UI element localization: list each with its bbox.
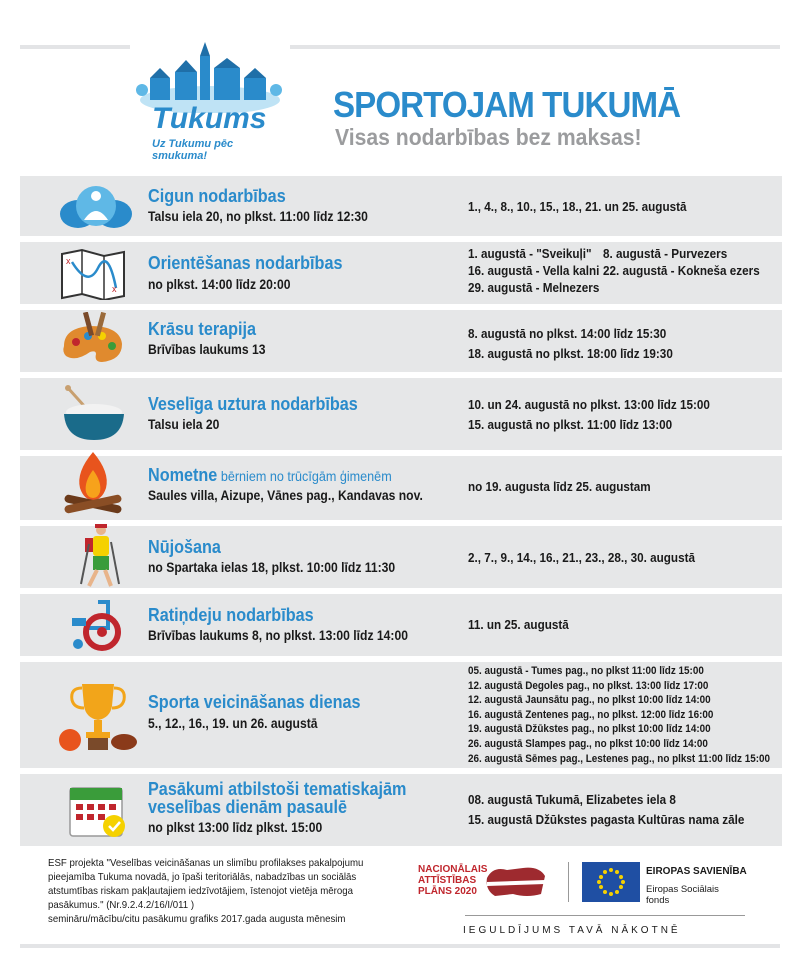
activity-dates: 1. augustā - "Sveikuļi" 8. augustā - Purvezers 16. augustā - Vella kalni 22. augustā - Kokneša ezers 29. augustā - Melnezers — [468, 246, 760, 295]
activity-location: Talsu iela 20, no plkst. 11:00 līdz 12:30 — [148, 209, 368, 224]
eu-fund-name: Eiropas Sociālais fonds — [646, 884, 719, 906]
activity-row-color-therapy — [20, 310, 782, 372]
activity-location: Saules villa, Aizupe, Vānes pag., Kandavas nov. — [148, 488, 423, 503]
nordic-walker-icon — [75, 524, 125, 590]
activity-row-health-days-events — [20, 774, 782, 846]
bottom-divider — [20, 944, 780, 948]
activity-row-cigun — [20, 176, 782, 236]
activity-name: Cigun nodarbības — [148, 186, 286, 206]
activity-row-healthy-nutrition — [20, 378, 782, 450]
activity-location: Brīvības laukums 13 — [148, 342, 266, 357]
activity-row-wheelchair-dance — [20, 594, 782, 656]
activity-location: no plkst 13:00 līdz plkst. 15:00 — [148, 820, 323, 835]
activity-name: Orientēšanas nodarbības — [148, 253, 343, 273]
activity-name: Veselīga uztura nodarbības — [148, 394, 358, 414]
svg-text:x: x — [112, 284, 117, 294]
map-icon — [58, 248, 128, 300]
logo-separator — [568, 862, 569, 902]
activity-name: Nūjošana — [148, 537, 221, 557]
activity-dates: 2., 7., 9., 14., 16., 21., 23., 28., 30. augustā — [468, 550, 695, 565]
logo-slogan: Uz Tukumu pēc smukuma! — [152, 138, 234, 162]
latvia-map-icon — [483, 864, 549, 900]
activity-name: Sporta veicināšanas dienas — [148, 692, 361, 712]
investment-slogan: IEGULDĪJUMS TAVĀ NĀKOTNĒ — [463, 925, 681, 936]
food-bowl-icon — [58, 384, 128, 444]
activity-location: no plkst. 14:00 līdz 20:00 — [148, 277, 291, 292]
campfire-icon — [58, 448, 128, 518]
meditation-icon — [58, 182, 134, 232]
page-title: SPORTOJAM TUKUMĀ — [333, 84, 681, 125]
tukums-logo — [130, 38, 290, 162]
activity-dates: 8. augustā no plkst. 14:00 līdz 15:30 18. augustā no plkst. 18:00 līdz 19:30 — [468, 326, 673, 361]
paint-palette-icon — [58, 312, 128, 370]
activity-location: no Spartaka ielas 18, plkst. 10:00 līdz 11:30 — [148, 560, 396, 575]
activity-dates: 1., 4., 8., 10., 15., 18., 21. un 25. augustā — [468, 199, 687, 214]
activity-row-camp — [20, 456, 782, 520]
activity-dates: 08. augustā Tukumā, Elizabetes iela 8 15. augustā Džūkstes pagasta Kultūras nama zāle — [468, 792, 745, 827]
page-subtitle: Visas nodarbības bez maksas! — [335, 124, 642, 150]
activity-dates: 05. augustā - Tumes pag., no plkst 11:00 līdz 15:00 12. augustā Degoles pag., no plkst. 13:00 līdz 17:00 12. augustā Jaunsātu pag., no plkst 10:00 līdz 14:00 16. augustā Zentenes pag., no plkst. 12:00 līdz 16:00 19. augustā Džūkstes pag., no plkst 10:00 līdz 14:00 26. augustā Slampes pag., no plkst 10:00 līdz 14:00 26. augustā Sēmes pag., Lestenes pag., no plkst 11:00 līdz 15:00 — [468, 665, 771, 765]
activity-dates: no 19. augusta līdz 25. augustam — [468, 479, 651, 494]
activity-dates: 10. un 24. augustā no plkst. 13:00 līdz 15:00 15. augustā no plkst. 11:00 līdz 13:00 — [468, 397, 710, 432]
activity-dates: 11. un 25. augustā — [468, 617, 569, 632]
activity-row-sport-promotion-days — [20, 662, 782, 768]
trophy-balls-icon — [58, 678, 138, 752]
activity-name: Krāsu terapija — [148, 319, 257, 339]
activity-location: Brīvības laukums 8, no plkst. 13:00 līdz 14:00 — [148, 628, 408, 643]
eu-title: EIROPAS SAVIENĪBA — [646, 866, 747, 877]
activity-row-nordic-walking — [20, 526, 782, 588]
logo-wordmark: Tukums — [152, 102, 267, 135]
nap2020-logo-text: NACIONĀLAIS ATTĪSTĪBAS PLĀNS 2020 — [418, 864, 488, 897]
project-footnote: ESF projekta "Veselības veicināšanas un slimību profilakses pakalpojumu pieejamība Tukuma novadā, jo īpaši teritoriālās, nabadzības un sociālās atstumtības riskam pakļautajiem iedzīvotājiem, īstenojot vietēja mēroga pasākumus." (Nr.9.2.4.2/16/I/011 ) semināru/mācību/citu pasākumu grafiks 2017.gada augusta mēnesim — [48, 857, 364, 925]
activity-name: Ratiņdeju nodarbības — [148, 605, 314, 625]
activity-name: Pasākumi atbilstoši tematiskajām veselības dienām pasaulē — [148, 779, 407, 817]
activity-name: Nometne bērniem no trūcīgām ģimenēm — [148, 465, 392, 485]
wheelchair-icon — [68, 598, 128, 652]
activity-row-orienteering — [20, 242, 782, 304]
svg-text:x: x — [66, 256, 71, 266]
activity-location: 5., 12., 16., 19. un 26. augustā — [148, 716, 318, 731]
activity-location: Talsu iela 20 — [148, 417, 220, 432]
investment-divider — [465, 915, 745, 916]
eu-flag-icon — [582, 862, 640, 902]
calendar-icon — [68, 782, 128, 840]
